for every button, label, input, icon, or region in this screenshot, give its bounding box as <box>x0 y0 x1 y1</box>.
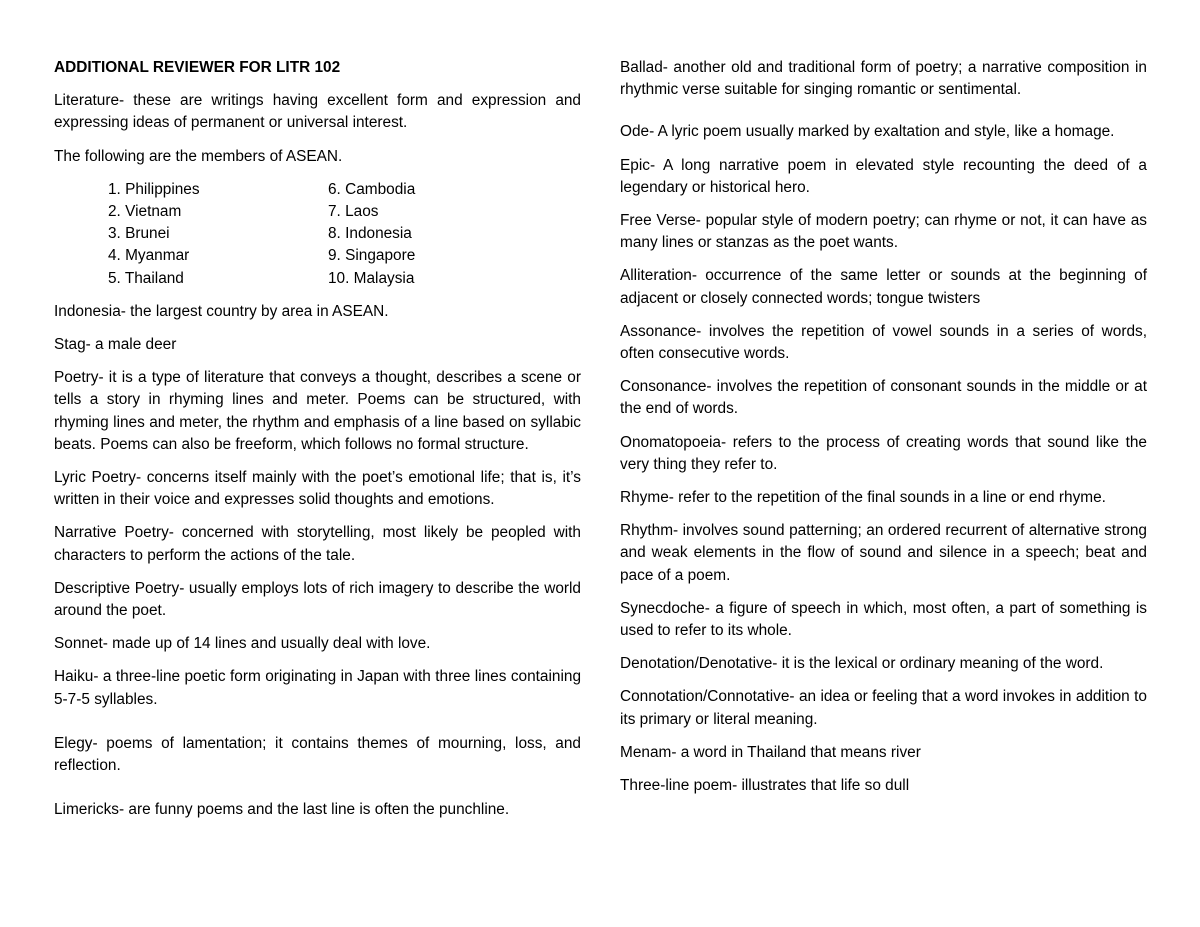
definition-stag: Stag- a male deer <box>54 336 177 354</box>
definition-assonance: Assonance- involves the repetition of vowel sounds in a series of words, often consecutive words. <box>620 322 1147 363</box>
definition-consonance: Consonance- involves the repetition of consonant sounds in the middle or at the end of words. <box>620 378 1147 418</box>
definition-alliteration: Alliteration- occurrence of the same letter or sounds at the beginning of adjacent or closely connected words; tongue twisters <box>620 267 1147 307</box>
list-item: 5. Thailand <box>108 269 184 287</box>
definition-rhythm: Rhythm- involves sound patterning; an ordered recurrent of alternative strong and weak elements in the flow of sound and silence in a speech; beat and pace of a poem. <box>620 522 1147 584</box>
document-title: ADDITIONAL REVIEWER FOR LITR 102 <box>54 59 341 76</box>
definition-synecdoche: Synecdoche- a figure of speech in which, most often, a part of something is used to refer to its whole. <box>620 599 1147 640</box>
definition-narrative-poetry: Narrative Poetry- concerned with storytelling, most likely be peopled with characters to perform the actions of the tale. <box>54 524 581 564</box>
list-item: 1. Philippines <box>108 180 200 198</box>
definition-menam: Menam- a word in Thailand that means river <box>620 743 921 761</box>
asean-member-list <box>54 179 581 290</box>
definition-three-line-poem: Three-line poem- illustrates that life so dull <box>620 777 910 795</box>
definition-ballad: Ballad- another old and traditional form of poetry; a narrative composition in rhythmic verse suitable for singing romantic or sentimental. <box>620 59 1147 99</box>
definition-indonesia: Indonesia- the largest country by area in ASEAN. <box>54 302 389 320</box>
definition-rhyme: Rhyme- refer to the repetition of the final sounds in a line or end rhyme. <box>620 489 1106 507</box>
list-item: 4. Myanmar <box>108 247 190 265</box>
list-item: 9. Singapore <box>328 247 416 265</box>
right-column <box>620 57 1147 808</box>
definition-haiku: Haiku- a three-line poetic form originating in Japan with three lines containing 5-7-5 syllables. <box>54 668 581 708</box>
definition-sonnet: Sonnet- made up of 14 lines and usually deal with love. <box>54 635 431 653</box>
left-column <box>54 57 581 832</box>
list-item: 6. Cambodia <box>328 180 416 198</box>
definition-descriptive-poetry: Descriptive Poetry- usually employs lots of rich imagery to describe the world around the poet. <box>54 579 581 620</box>
definition-limericks: Limericks- are funny poems and the last line is often the punchline. <box>54 801 510 819</box>
list-item: 8. Indonesia <box>328 225 412 243</box>
definition-literature: Literature- these are writings having excellent form and expression and expressing ideas of permanent or universal interest. <box>54 92 581 132</box>
list-item: 10. Malaysia <box>328 269 415 287</box>
definition-elegy: Elegy- poems of lamentation; it contains themes of mourning, loss, and reflection. <box>54 734 581 775</box>
definition-poetry: Poetry- it is a type of literature that conveys a thought, describes a scene or tells a story in rhyming lines and meter. Poems can be structured, with rhyming lines and meter, the rhythm and emphasis of a line based on syllabic beats. Poems can also be freeform, which follows no formal structure. <box>54 369 581 453</box>
definition-onomatopoeia: Onomatopoeia- refers to the process of creating words that sound like the very thing they refer to. <box>620 433 1147 473</box>
definition-connotation: Connotation/Connotative- an idea or feeling that a word invokes in addition to its primary or literal meaning. <box>620 688 1147 728</box>
list-item: 7. Laos <box>328 203 379 221</box>
definition-epic: Epic- A long narrative poem in elevated style recounting the deed of a legendary or historical hero. <box>620 156 1147 196</box>
list-item: 2. Vietnam <box>108 203 182 221</box>
definition-ode: Ode- A lyric poem usually marked by exaltation and style, like a homage. <box>620 123 1115 141</box>
definition-lyric-poetry: Lyric Poetry- concerns itself mainly with the poet’s emotional life; that is, it’s written in their voice and expresses solid thoughts and emotions. <box>54 469 581 509</box>
definition-free-verse: Free Verse- popular style of modern poetry; can rhyme or not, it can have as many lines or stanzas as the poet wants. <box>620 212 1147 252</box>
asean-intro: The following are the members of ASEAN. <box>54 147 343 165</box>
definition-denotation: Denotation/Denotative- it is the lexical or ordinary meaning of the word. <box>620 655 1104 673</box>
list-item: 3. Brunei <box>108 225 170 243</box>
